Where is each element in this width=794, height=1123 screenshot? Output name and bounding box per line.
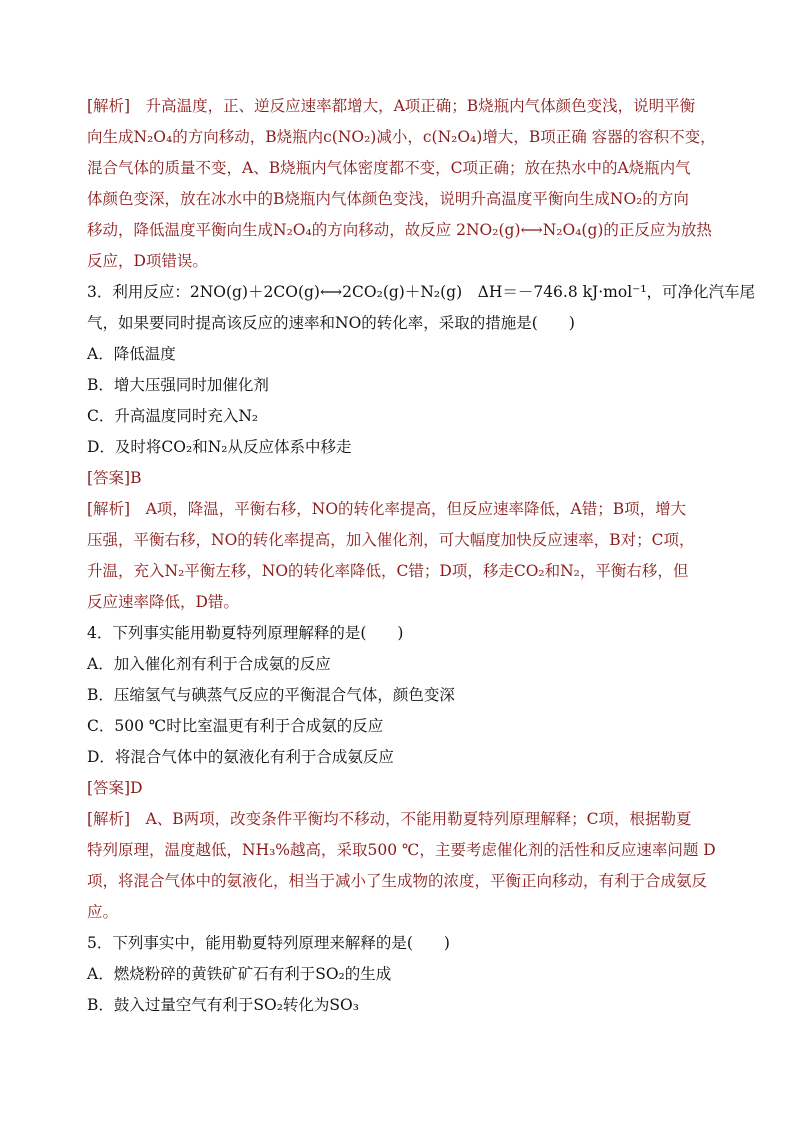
option-a: A．燃烧粉碎的黄铁矿矿石有利于SO₂的生成 xyxy=(87,965,392,983)
analysis-line: 体颜色变深，放在冰水中的B烧瓶内气体颜色变浅，说明升高温度平衡向生成NO₂的方向 xyxy=(87,190,689,208)
question-4 xyxy=(87,618,727,928)
question-stem: 4．下列事实能用勒夏特列原理解释的是( ) xyxy=(87,624,404,642)
analysis-line: [解析] 升高温度，正、逆反应速率都增大，A项正确；B烧瓶内气体颜色变浅，说明平衡 xyxy=(87,97,696,115)
analysis-line: 移动，降低温度平衡向生成N₂O₄的方向移动，故反应 2NO₂(g)⟷N₂O₄(g)的正反应为放热 xyxy=(87,221,712,239)
analysis-line: [解析] A项，降温，平衡右移，NO的转化率提高，但反应速率降低，A错；B项，增大 xyxy=(87,500,687,518)
analysis-line: 升温，充入N₂平衡左移，NO的转化率降低，C错；D项，移走CO₂和N₂，平衡右移，但 xyxy=(87,562,689,580)
question-5 xyxy=(87,928,727,1021)
analysis-line: 压强，平衡右移，NO的转化率提高，加入催化剂，可大幅度加快反应速率，B对；C项， xyxy=(87,531,695,549)
answer: [答案]B xyxy=(87,469,142,487)
analysis-line: 特列原理，温度越低，NH₃%越高，采取500 ℃，主要考虑催化剂的活性和反应速率问题 D xyxy=(87,841,716,859)
analysis-line: 反应速率降低，D错。 xyxy=(87,593,239,611)
analysis-line: 项，将混合气体中的氨液化，相当于减小了生成物的浓度，平衡正向移动，有利于合成氨反 xyxy=(87,872,708,890)
option-a: A．加入催化剂有利于合成氨的反应 xyxy=(87,655,331,673)
option-b: B．压缩氢气与碘蒸气反应的平衡混合气体，颜色变深 xyxy=(87,686,455,704)
option-b: B．鼓入过量空气有利于SO₂转化为SO₃ xyxy=(87,996,359,1014)
option-b: B．增大压强同时加催化剂 xyxy=(87,376,269,394)
analysis-line: 反应，D项错误。 xyxy=(87,252,208,270)
analysis-line: 混合气体的质量不变，A、B烧瓶内气体密度都不变，C项正确；放在热水中的A烧瓶内气 xyxy=(87,159,691,177)
question-3 xyxy=(87,277,756,618)
option-d: D．将混合气体中的氨液化有利于合成氨反应 xyxy=(87,748,394,766)
analysis-line: [解析] A、B两项，改变条件平衡均不移动，不能用勒夏特列原理解释；C项，根据勒夏 xyxy=(87,810,692,828)
analysis-line: 应。 xyxy=(87,903,119,921)
analysis-line: 向生成N₂O₄的方向移动，B烧瓶内c(NO₂)减小，c(N₂O₄)增大，B项正确 容器的容积不变， xyxy=(87,128,716,146)
option-a: A．降低温度 xyxy=(87,345,176,363)
q2-analysis xyxy=(87,91,727,277)
question-stem: 5．下列事实中，能用勒夏特列原理来解释的是( ) xyxy=(87,934,450,952)
question-stem: 气，如果要同时提高该反应的速率和NO的转化率，采取的措施是( ) xyxy=(87,314,575,332)
question-stem: 3．利用反应：2NO(g)＋2CO(g)⟷2CO₂(g)＋N₂(g) ΔH＝－746.8 kJ·mol⁻¹，可净化汽车尾 xyxy=(87,283,756,301)
answer: [答案]D xyxy=(87,779,143,797)
document-page xyxy=(87,91,756,1021)
option-c: C．500 ℃时比室温更有利于合成氨的反应 xyxy=(87,717,384,735)
option-c: C．升高温度同时充入N₂ xyxy=(87,407,259,425)
option-d: D．及时将CO₂和N₂从反应体系中移走 xyxy=(87,438,352,456)
